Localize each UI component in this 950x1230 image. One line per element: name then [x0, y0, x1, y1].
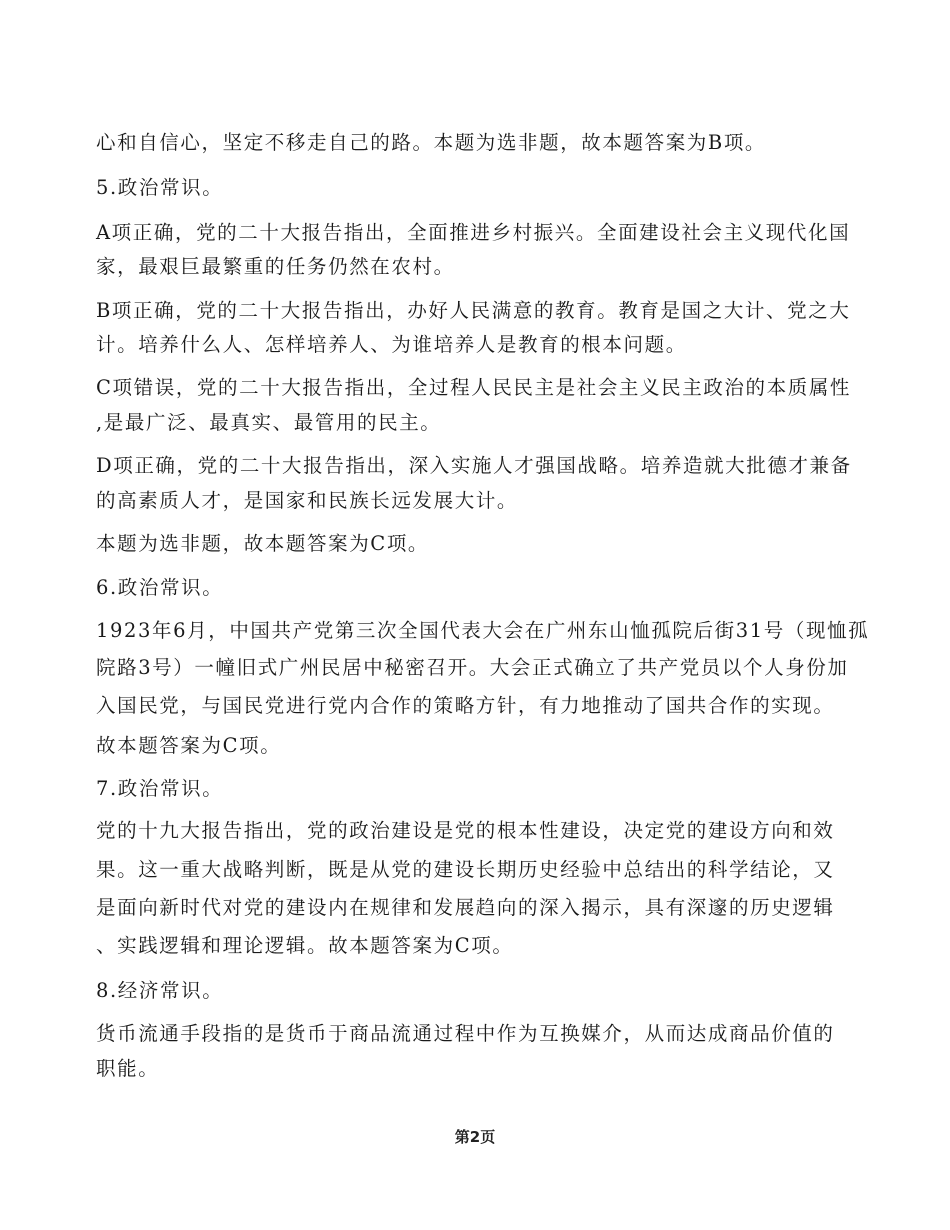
question-6-heading: 6.政治常识。: [96, 576, 224, 599]
q5-answer: 本题为选非题，故本题答案为C项。: [96, 532, 430, 555]
q5-option-b-line-2: 计。培养什么人、怎样培养人、为谁培养人是教育的根本问题。: [96, 333, 687, 356]
q5-option-c-line-2: ,是最广泛、最真实、最管用的民主。: [96, 411, 442, 434]
question-5-heading: 5.政治常识。: [96, 176, 224, 199]
question-8-heading: 8.经济常识。: [96, 979, 224, 1002]
q5-option-a-line-1: A项正确，党的二十大报告指出，全面推进乡村振兴。全面建设社会主义现代化国: [96, 221, 851, 244]
q7-explanation-line-4: 、实践逻辑和理论逻辑。故本题答案为C项。: [96, 934, 514, 957]
q6-explanation-line-1: 1923年6月，中国共产党第三次全国代表大会在广州东山恤孤院后街31号（现恤孤: [96, 619, 870, 642]
q8-explanation-line-2: 职能。: [96, 1057, 160, 1080]
q7-explanation-line-1: 党的十九大报告指出，党的政治建设是党的根本性建设，决定党的建设方向和效: [96, 819, 835, 842]
page-number: 第2页: [454, 1128, 496, 1146]
q5-option-b-line-1: B项正确，党的二十大报告指出，办好人民满意的教育。教育是国之大计、党之大: [96, 299, 851, 322]
q6-answer: 故本题答案为C项。: [96, 734, 282, 757]
q5-option-c-line-1: C项错误，党的二十大报告指出，全过程人民民主是社会主义民主政治的本质属性: [96, 376, 852, 399]
q5-option-d-line-2: 的高素质人才，是国家和民族长远发展大计。: [96, 489, 519, 512]
q8-explanation-line-1: 货币流通手段指的是货币于商品流通过程中作为互换媒介，从而达成商品价值的: [96, 1022, 835, 1045]
q7-explanation-line-2: 果。这一重大战略判断，既是从党的建设长期历史经验中总结出的科学结论，又: [96, 858, 835, 881]
q5-option-a-line-2: 家，最艰巨最繁重的任务仍然在农村。: [96, 255, 455, 278]
q6-explanation-line-3: 入国民党，与国民党进行党内合作的策略方针，有力地推动了国共合作的实现。: [96, 694, 835, 717]
question-7-heading: 7.政治常识。: [96, 777, 224, 800]
q7-explanation-line-3: 是面向新时代对党的建设内在规律和发展趋向的深入揭示，具有深邃的历史逻辑: [96, 896, 835, 919]
text-line-continuation-q4: 心和自信心，坚定不移走自己的路。本题为选非题，故本题答案为B项。: [96, 131, 767, 154]
q5-option-d-line-1: D项正确，党的二十大报告指出，深入实施人才强国战略。培养造就大批德才兼备: [96, 454, 852, 477]
q6-explanation-line-2: 院路3号）一幢旧式广州民居中秘密召开。大会正式确立了共产党员以个人身份加: [96, 656, 849, 679]
